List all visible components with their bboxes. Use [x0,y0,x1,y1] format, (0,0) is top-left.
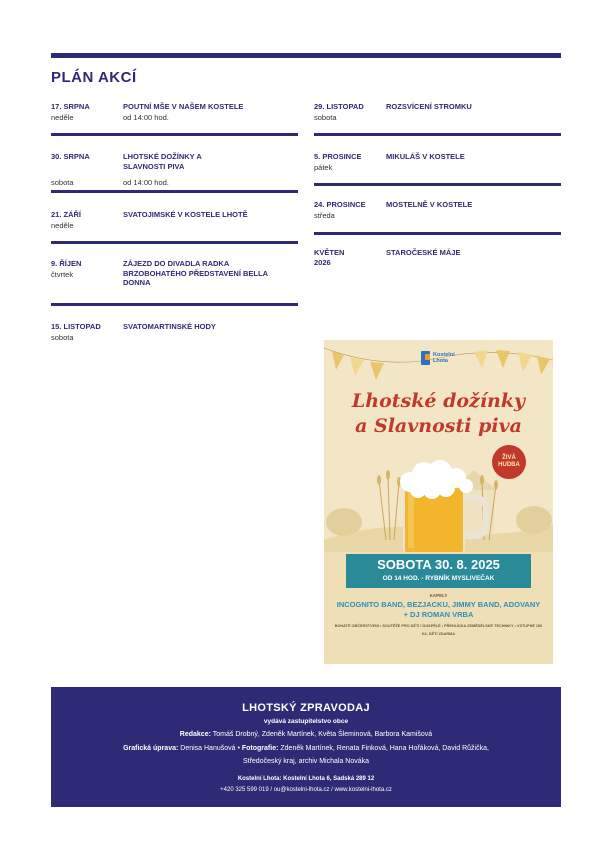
event-separator [314,183,561,186]
poster-logo [421,350,461,370]
event-date: 5. PROSINCE [314,152,362,161]
event-day: středa [314,211,335,220]
event-date: 29. LISTOPAD [314,102,364,111]
poster-bands-label: KAPELY [429,593,448,598]
poster-date-band [346,554,531,588]
footer-photo-line2: Středočeský kraj, archiv Michala Nováka [242,758,370,765]
event-name: MOSTELNĚ V KOSTELE [386,200,473,209]
poster-place: OD 14 HOD. - RYBNÍK MYSLIVEČAK [382,575,495,582]
event-name: LHOTSKÉ DOŽÍNKY A SLAVNOSTI PIVA [123,152,202,171]
event-date: 9. ŘÍJEN [51,259,82,268]
event-date: 15. LISTOPAD [51,322,101,331]
poster-bands: INCOGNITO BAND, BEZJACKU, JIMMY BAND, ADOVANY + DJ ROMAN VRBA [336,600,541,619]
event-date: 21. ZÁŘÍ [51,210,82,219]
event-separator [51,241,298,244]
event-day: sobota [314,113,337,122]
poster-title-line2: a Slavnosti piva [355,415,522,437]
event-date: KVĚTEN 2026 [314,248,345,267]
poster-title-line1: Lhotské dožínky [351,390,526,412]
top-rule [51,53,561,58]
event-name: POUTNÍ MŠE V NAŠEM KOSTELE [123,102,244,111]
footer-graphic: Denisa Hanušová • [180,745,240,752]
footer-editors-line [51,731,561,738]
event-date: 17. SRPNA [51,102,90,111]
footer-subtitle: vydává zastupitelstvo obce [263,718,349,725]
poster-date: SOBOTA 30. 8. 2025 [377,557,500,572]
footer-credits-line [51,745,561,752]
village-logo-icon [421,351,430,365]
footer-graphic-label: Grafická úprava: [123,745,179,752]
event-time: od 14:00 hod. [123,178,169,187]
page-title: PLÁN AKCÍ [51,69,137,86]
footer-title: LHOTSKÝ ZPRAVODAJ [242,702,370,714]
event-day: sobota [51,333,74,342]
footer-photo-label: Fotografie: [241,745,279,752]
footer-editors: Tomáš Drobný, Zdeněk Martínek, Květa Šleminová, Barbora Kamišová [212,731,433,738]
event-time: od 14:00 hod. [123,113,169,122]
event-day: pátek [314,163,333,172]
footer-editors-label: Redakce: [179,731,211,738]
event-name: STAROČESKÉ MÁJE [386,248,461,257]
event-separator [51,190,298,193]
event-day: neděle [51,221,74,230]
poster-logo-text: Kostelní Lhota [433,352,455,364]
event-name: ROZSVÍCENÍ STROMKU [386,102,472,111]
event-name: ZÁJEZD DO DIVADLA RADKA BRZOBOHATÉHO PŘEDSTAVENÍ BELLA DONNA [123,259,268,287]
poster-live-music-badge: ŽIVÁ HUDBA [492,445,526,479]
event-day: neděle [51,113,74,122]
event-date: 30. SRPNA [51,152,90,161]
footer-photo: Zdeněk Martínek, Renata Finková, Hana Hořáková, David Růžička, [280,745,489,752]
event-separator [314,133,561,136]
event-poster [324,340,553,664]
event-separator [314,232,561,235]
event-name: SVATOMARTINSKÉ HODY [123,322,216,331]
event-name: SVATOJIMSKÉ V KOSTELE LHOTĚ [123,210,248,219]
footer-address: Kostelní Lhota: Kostelní Lhota 6, Sadská 289 12 [237,776,375,782]
event-name: MIKULÁŠ V KOSTELE [386,152,465,161]
footer-contact: +420 325 599 019 / ou@kostelni-lhota.cz / www.kostelni-lhota.cz [220,787,392,793]
event-day: čtvrtek [51,270,74,279]
footer-colophon [51,687,561,807]
poster-info: BOHATÉ OBČERSTVENÍ • SOUTĚŽE PRO DĚTI I DOSPĚLÉ • PŘEHLÍDKA ZEMĚDĚLSKÉ TECHNIKY • VSTUPNÉ 150 Kč, DĚTI ZDARMA [334,624,543,636]
event-separator [51,133,298,136]
event-date: 24. PROSINCE [314,200,366,209]
event-separator [51,303,298,306]
event-day: sobota [51,178,74,187]
